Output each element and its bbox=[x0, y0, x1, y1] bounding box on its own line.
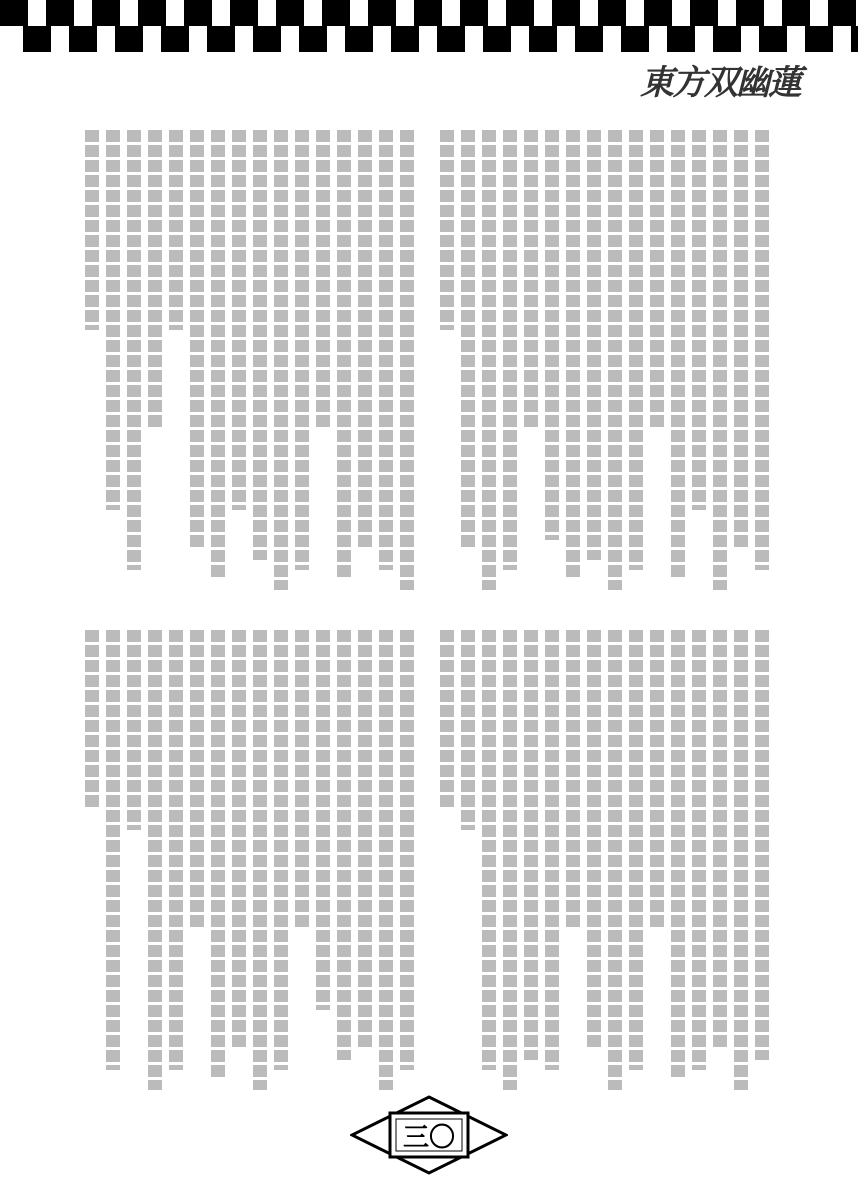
text-line bbox=[337, 130, 351, 580]
text-line bbox=[629, 630, 643, 1070]
text-block-upper-right bbox=[440, 130, 769, 590]
text-line bbox=[503, 130, 517, 570]
text-line bbox=[232, 130, 246, 510]
page-number: 三〇 bbox=[402, 1123, 455, 1153]
text-line bbox=[650, 130, 664, 430]
text-line bbox=[274, 630, 288, 1070]
text-line bbox=[524, 630, 538, 1060]
text-line bbox=[524, 130, 538, 430]
text-line bbox=[127, 630, 141, 830]
text-line bbox=[211, 630, 225, 1080]
text-line bbox=[755, 130, 769, 570]
text-line bbox=[713, 130, 727, 590]
text-line bbox=[671, 630, 685, 1080]
checkered-top-border bbox=[0, 0, 858, 60]
text-line bbox=[85, 630, 99, 810]
text-line bbox=[295, 130, 309, 570]
title-logo: 東方双幽蓮 bbox=[640, 63, 800, 103]
text-line bbox=[232, 630, 246, 1050]
text-line bbox=[566, 130, 580, 580]
text-line bbox=[482, 130, 496, 590]
text-line bbox=[337, 630, 351, 1060]
text-line bbox=[379, 630, 393, 1090]
text-line bbox=[608, 130, 622, 590]
text-line bbox=[169, 630, 183, 1070]
text-line bbox=[440, 130, 454, 330]
text-line bbox=[400, 630, 414, 1070]
text-line bbox=[127, 130, 141, 570]
text-line bbox=[400, 130, 414, 590]
text-line bbox=[734, 130, 748, 550]
text-block-lower-left bbox=[85, 630, 414, 1090]
text-line bbox=[608, 630, 622, 1090]
text-line bbox=[587, 130, 601, 560]
text-line bbox=[587, 630, 601, 1050]
text-line bbox=[692, 630, 706, 1070]
text-line bbox=[650, 630, 664, 930]
page-number-ornament bbox=[350, 1095, 508, 1175]
text-line bbox=[295, 630, 309, 930]
text-line bbox=[190, 130, 204, 550]
text-line bbox=[316, 630, 330, 1010]
text-line bbox=[482, 630, 496, 1070]
text-line bbox=[734, 630, 748, 1090]
text-block-upper-left bbox=[85, 130, 414, 590]
text-line bbox=[755, 630, 769, 1060]
text-line bbox=[253, 130, 267, 560]
text-line bbox=[274, 130, 288, 590]
text-line bbox=[358, 630, 372, 1050]
text-line bbox=[692, 130, 706, 510]
text-line bbox=[461, 130, 475, 550]
text-line bbox=[545, 630, 559, 1070]
text-line bbox=[85, 130, 99, 330]
text-line bbox=[106, 130, 120, 510]
text-line bbox=[379, 130, 393, 570]
text-line bbox=[503, 630, 517, 1090]
text-line bbox=[106, 630, 120, 1070]
text-line bbox=[713, 630, 727, 1050]
text-block-lower-right bbox=[440, 630, 769, 1090]
text-line bbox=[629, 130, 643, 570]
text-line bbox=[566, 630, 580, 930]
text-line bbox=[440, 630, 454, 810]
text-line bbox=[358, 130, 372, 550]
text-line bbox=[316, 130, 330, 430]
text-line bbox=[148, 130, 162, 430]
text-line bbox=[461, 630, 475, 830]
text-line bbox=[211, 130, 225, 580]
text-line bbox=[169, 130, 183, 330]
text-line bbox=[148, 630, 162, 1090]
text-line bbox=[671, 130, 685, 580]
text-line bbox=[545, 130, 559, 540]
text-line bbox=[253, 630, 267, 1090]
text-line bbox=[190, 630, 204, 930]
